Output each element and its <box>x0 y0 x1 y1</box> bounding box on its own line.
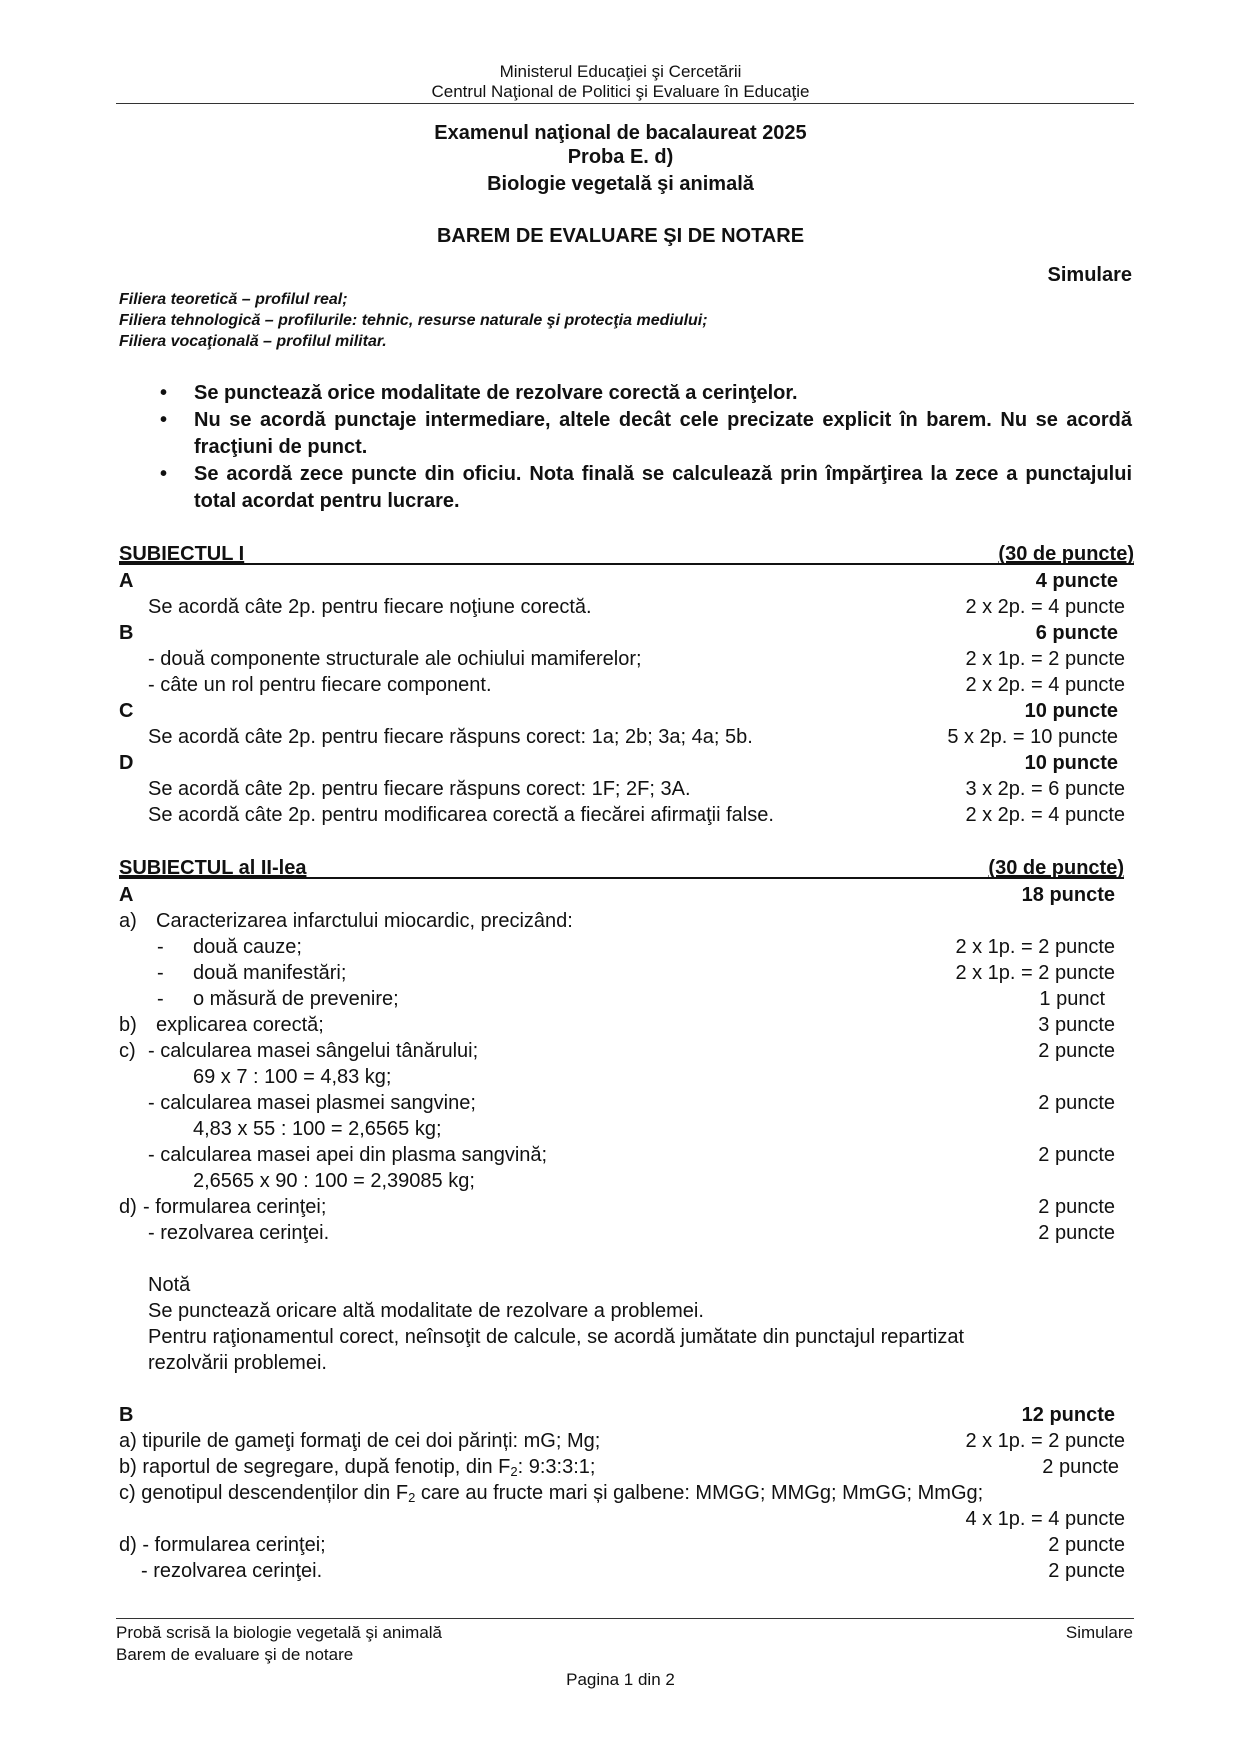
barem-title: BAREM DE EVALUARE ŞI DE NOTARE <box>436 225 805 247</box>
rule-text: Se acordă zece puncte din oficiu. Nota finală se calculează prin împărţirea la zece a punctajului total acordat pentru lucrare. <box>194 463 1132 512</box>
criterion-score: 2 x 2p. = 4 puncte <box>965 674 1125 696</box>
item-label: a) <box>119 910 137 932</box>
criterion-text: - câte un rol pentru fiecare component. <box>148 674 492 696</box>
criterion-score: 2 x 1p. = 2 puncte <box>955 936 1115 958</box>
section-label: B <box>119 1404 134 1426</box>
item-label: c) <box>119 1040 136 1062</box>
calculation: 4,83 x 55 : 100 = 2,6565 kg; <box>193 1118 442 1140</box>
subiect-2-title: SUBIECTUL al II-lea <box>119 857 307 879</box>
rule-text: Se punctează orice modalitate de rezolvare corectă a cerinţelor. <box>194 382 798 404</box>
section-label: A <box>119 570 134 592</box>
criterion-text: c) genotipul descendenților din $F_2$ care au fructe mari și galbene: MMGG; MMGg; MmGG; MmGg; <box>119 1482 984 1505</box>
criterion-text: - calcularea masei sângelui tânărului; <box>148 1040 479 1062</box>
criterion-score: 2 puncte <box>1038 1144 1115 1166</box>
filiera-line: Filiera vocaţională – profilul militar. <box>119 333 387 350</box>
criterion-score: 2 puncte <box>1048 1560 1125 1582</box>
criterion-text: Se acordă câte 2p. pentru fiecare răspuns corect: 1a; 2b; 3a; 4a; 5b. <box>148 726 753 748</box>
criterion-score: 5 x 2p. = 10 puncte <box>947 726 1118 748</box>
criterion-score: 2 x 1p. = 2 puncte <box>955 962 1115 984</box>
criterion-text: - rezolvarea cerinţei. <box>141 1560 323 1582</box>
section-label: B <box>119 622 134 644</box>
note-line: Pentru raţionamentul corect, neînsoţit de calcule, se acordă jumătate din punctajul repartizat <box>148 1326 965 1348</box>
criterion-text: Se acordă câte 2p. pentru fiecare noţiune corectă. <box>148 596 592 618</box>
bullet-icon: • <box>160 463 168 485</box>
item-label: d) <box>119 1196 137 1218</box>
filiera-line: Filiera teoretică – profilul real; <box>119 291 348 308</box>
criterion-score: 1 punct <box>1039 988 1105 1010</box>
criterion-text: Caracterizarea infarctului miocardic, precizând: <box>156 910 573 932</box>
criterion-text: b) raportul de segregare, după fenotip, din $F_2$: 9:3:3:1; <box>119 1456 596 1479</box>
footer-divider <box>116 1618 1134 1619</box>
dash: - <box>157 988 164 1010</box>
section-points: 18 puncte <box>1021 884 1115 906</box>
section-points: 10 puncte <box>1024 700 1118 722</box>
subiect-1-points: (30 de puncte) <box>998 543 1134 565</box>
criterion-score: 2 x 2p. = 4 puncte <box>965 596 1125 618</box>
subiect-2-points: (30 de puncte) <box>988 857 1124 879</box>
footer-line-1: Probă scrisă la biologie vegetală şi animală <box>116 1623 443 1642</box>
criterion-text: - calcularea masei apei din plasma sangvină; <box>148 1144 548 1166</box>
exam-title: Examenul naţional de bacalaureat 2025 <box>434 122 807 144</box>
section-label: D <box>119 752 134 774</box>
session-label: Simulare <box>1047 264 1132 286</box>
criterion-score: 2 x 2p. = 4 puncte <box>965 804 1125 826</box>
header-divider <box>116 103 1134 104</box>
criterion-text: explicarea corectă; <box>156 1014 324 1036</box>
criterion-score: 2 puncte <box>1038 1222 1115 1244</box>
note-line: Se punctează oricare altă modalitate de rezolvare a problemei. <box>148 1300 704 1322</box>
ministry-name: Ministerul Educaţiei şi Cercetării <box>499 62 742 81</box>
note-line: rezolvării problemei. <box>148 1352 327 1374</box>
filiera-line: Filiera tehnologică – profilurile: tehnic, resurse naturale şi protecţia mediului; <box>119 312 708 329</box>
criterion-text: - rezolvarea cerinţei. <box>148 1222 330 1244</box>
criterion-score: 4 x 1p. = 4 puncte <box>965 1508 1125 1530</box>
criterion-score: 2 puncte <box>1038 1196 1115 1218</box>
section-points: 12 puncte <box>1021 1404 1115 1426</box>
center-name: Centrul Naţional de Politici şi Evaluare în Educaţie <box>431 82 810 101</box>
criterion-score: 2 puncte <box>1038 1092 1115 1114</box>
section-points: 4 puncte <box>1035 570 1118 592</box>
criterion-score: 3 x 2p. = 6 puncte <box>965 778 1125 800</box>
criterion-score: 2 x 1p. = 2 puncte <box>965 1430 1125 1452</box>
subiect-1-rule <box>119 563 1134 565</box>
page-number: Pagina 1 din 2 <box>566 1670 675 1689</box>
criterion-text: două cauze; <box>193 936 302 958</box>
subiect-2-rule <box>119 877 1124 879</box>
exam-proba: Proba E. d) <box>567 146 674 168</box>
criterion-text: o măsură de prevenire; <box>193 988 399 1010</box>
section-points: 6 puncte <box>1035 622 1118 644</box>
criterion-text: - calcularea masei plasmei sangvine; <box>148 1092 476 1114</box>
section-label: C <box>119 700 134 722</box>
criterion-text: Se acordă câte 2p. pentru modificarea corectă a fiecărei afirmaţii false. <box>148 804 774 826</box>
note-title: Notă <box>148 1274 191 1296</box>
bullet-icon: • <box>160 382 168 404</box>
criterion-text: - formularea cerinţei; <box>143 1196 327 1218</box>
section-label: A <box>119 884 134 906</box>
rule-text: Nu se acordă punctaje intermediare, altele decât cele precizate explicit în barem. Nu se acordă fracţiuni de punct. <box>194 409 1132 458</box>
criterion-text: - două componente structurale ale ochiului mamiferelor; <box>148 648 642 670</box>
criterion-text: două manifestări; <box>193 962 347 984</box>
footer-line-2: Barem de evaluare şi de notare <box>116 1645 354 1664</box>
item-label: b) <box>119 1014 137 1036</box>
criterion-text: a) tipurile de gameţi formaţi de cei doi părinți: mG; Mg; <box>119 1430 601 1452</box>
criterion-score: 2 puncte <box>1042 1456 1119 1478</box>
subiect-1-title: SUBIECTUL I <box>119 543 245 565</box>
criterion-text: Se acordă câte 2p. pentru fiecare răspuns corect: 1F; 2F; 3A. <box>148 778 691 800</box>
dash: - <box>157 936 164 958</box>
criterion-score: 3 puncte <box>1038 1014 1115 1036</box>
criterion-score: 2 puncte <box>1048 1534 1125 1556</box>
section-points: 10 puncte <box>1024 752 1118 774</box>
dash: - <box>157 962 164 984</box>
criterion-text: d) - formularea cerinţei; <box>119 1534 326 1556</box>
calculation: 2,6565 x 90 : 100 = 2,39085 kg; <box>193 1170 475 1192</box>
criterion-score: 2 puncte <box>1038 1040 1115 1062</box>
footer-session: Simulare <box>1065 1623 1133 1642</box>
calculation: 69 x 7 : 100 = 4,83 kg; <box>193 1066 392 1088</box>
exam-subject: Biologie vegetală şi animală <box>487 173 754 195</box>
criterion-score: 2 x 1p. = 2 puncte <box>965 648 1125 670</box>
bullet-icon: • <box>160 409 168 431</box>
